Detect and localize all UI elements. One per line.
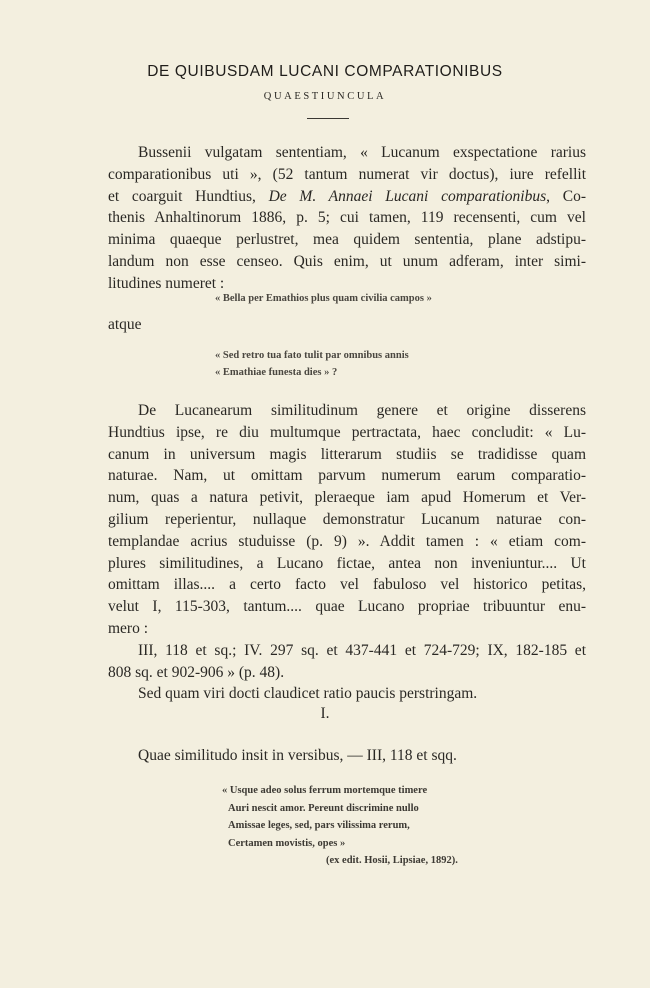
cited-title: De M. Annaei Lucani comparationibus (268, 187, 547, 205)
text-line: gilium reperientur, nullaque demonstratur Lucanum naturae con- (108, 510, 586, 528)
verse-quote: « Bella per Emathios plus quam civilia campos » (215, 293, 432, 304)
intro-paragraph (108, 142, 586, 295)
text-line: omittam illas.... a certo facto vel fabuloso vel historico petitas, (108, 576, 586, 594)
text-line: naturae. Nam, ut omittam parvum numerum earum comparatio- (108, 467, 586, 485)
text-line: et coarguit Hundtius, De M. Annaei Lucani comparationibus, Co- (108, 187, 586, 205)
verse-line: « Emathiae funesta dies » ? (215, 367, 338, 378)
text-line: Hundtius ipse, re diu multumque pertractata, haec concludit: « Lu- (108, 423, 586, 441)
verse-quote (215, 347, 409, 381)
verse-line: Auri nescit amor. Pereunt discrimine nullo (228, 802, 419, 814)
text-line: litudines numeret : (108, 274, 225, 292)
text-line: De Lucanearum similitudinum genere et origine disserens (138, 402, 586, 419)
text-line: thenis Anhaltinorum 1886, p. 5; cui tamen, 119 recensenti, cum vel (108, 209, 586, 227)
verse-line: « Sed retro tua fato tulit par omnibus annis (215, 350, 409, 361)
page-title: DE QUIBUSDAM LUCANI COMPARATIONIBUS (147, 63, 503, 80)
verse-line: « Usque adeo solus ferrum mortemque timere (222, 785, 428, 796)
title-rule (307, 118, 349, 119)
verse-line: Amissae leges, sed, pars vilissima rerum, (228, 820, 410, 832)
connective-text: atque (108, 316, 142, 333)
text-line: Sed quam viri docti claudicet ratio paucis perstringam. (138, 685, 478, 703)
text-line: num, quas a natura petivit, pleraeque iam apud Homerum et Ver- (108, 489, 586, 507)
verse-line: Certamen movistis, opes » (228, 837, 346, 849)
text-line: mero : (108, 619, 149, 637)
verse-source: (ex edit. Hosii, Lipsiae, 1892). (326, 855, 458, 867)
text-line: plures similitudines, a Lucano fictae, antea non inveniuntur.... Ut (108, 554, 586, 572)
page-subtitle: QUAESTIUNCULA (263, 91, 387, 102)
section-heading: Quae similitudo insit in versibus, — III, 118 et sqq. (138, 747, 457, 764)
text-line: canum in universum magis litterarum studiis se tradidisse quam (108, 445, 586, 463)
verse-quote (222, 782, 458, 870)
text-line: Bussenii vulgatam sententiam, « Lucanum exspectatione rarius (138, 144, 586, 161)
text-line: minima quaeque perlustret, mea quidem sententia, plane adstipu- (108, 231, 586, 249)
section-number: I. (320, 705, 330, 722)
text-line: III, 118 et sq.; IV. 297 sq. et 437-441 et 724-729; IX, 182-185 et (138, 641, 586, 659)
body-paragraph (108, 400, 586, 705)
text-line: 808 sq. et 902-906 » (p. 48). (108, 663, 285, 681)
text-line: landum non esse censeo. Quis enim, ut unum adferam, inter simi- (108, 252, 586, 270)
text-line: velut I, 115-303, tantum.... quae Lucano propriae tribuuntur enu- (108, 598, 586, 616)
text-line: comparationibus uti », (52 tantum numerat vir doctus), iure refellit (108, 165, 586, 183)
text-line: templandae acrius studuisse (p. 9) ». Addit tamen : « etiam com- (108, 532, 586, 550)
